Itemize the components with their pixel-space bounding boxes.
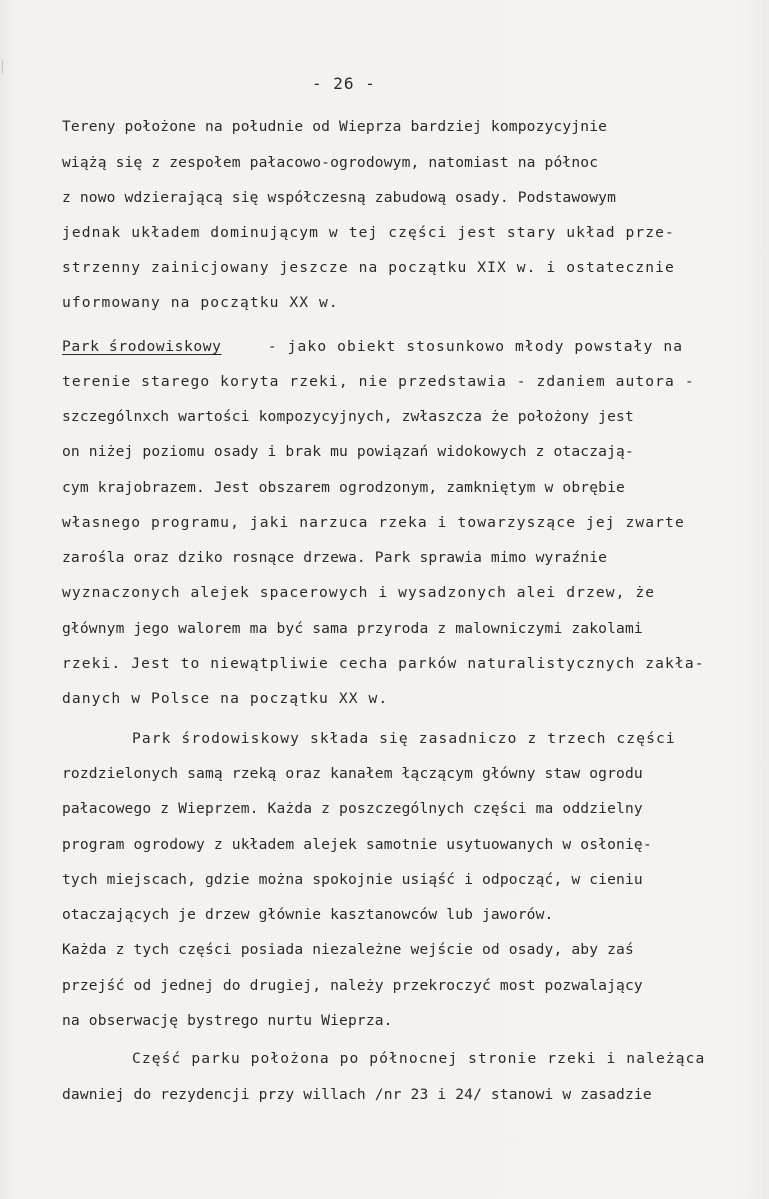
text-line: jednak układem dominującym w tej części jest stary układ prze- (62, 224, 675, 241)
text-line: Park środowiskowy składa się zasadniczo z trzech części (132, 730, 676, 747)
text-line: wiążą się z zespołem pałacowo-ogrodowym, natomiast na północ (62, 154, 599, 171)
text-line: otaczających je drzew głównie kasztanowców lub jaworów. (62, 906, 554, 923)
text-line: danych w Polsce na początku XX w. (62, 690, 389, 707)
text-line: szczególnxch wartości kompozycyjnych, zwłaszcza że położony jest (62, 408, 634, 425)
text-line: rzeki. Jest to niewątpliwie cecha parków naturalistycznych zakła- (62, 655, 705, 672)
text-line: przejść od jednej do drugiej, należy przekroczyć most pozwalający (62, 977, 643, 994)
page-number: - 26 - (312, 74, 376, 93)
text-line: Tereny położone na południe od Wieprza bardziej kompozycyjnie (62, 118, 608, 135)
text-line: tych miejscach, gdzie można spokojnie usiąść i odpocząć, w cieniu (62, 871, 643, 888)
text-line: na obserwację bystrego nurtu Wieprza. (62, 1012, 393, 1029)
text-line: cym krajobrazem. Jest obszarem ogrodzonym, zamkniętym w obrębie (62, 479, 625, 496)
text-line: zarośla oraz dziko rosnące drzewa. Park sprawia mimo wyraźnie (62, 549, 608, 566)
text-line: program ogrodowy z układem alejek samotnie usytuowanych w osłonię- (62, 836, 652, 853)
section-heading: Park_środowiskowy (62, 338, 222, 355)
text-line: rozdzielonych samą rzeką oraz kanałem łączącym główny staw ogrodu (62, 765, 643, 782)
text-line: on niżej poziomu osady i brak mu powiązań widokowych z otaczają- (62, 443, 634, 460)
text-line: terenie starego koryta rzeki, nie przedstawia - zdaniem autora - (62, 373, 695, 390)
text-line: - jako obiekt stosunkowo młody powstały na (258, 338, 684, 355)
text-line: dawniej do rezydencji przy willach /nr 23 i 24/ stanowi w zasadzie (62, 1086, 652, 1103)
text-line: uformowany na początku XX w. (62, 294, 339, 311)
text-line: Część parku położona po północnej stronie rzeki i należąca (132, 1050, 706, 1067)
text-line: głównym jego walorem ma być sama przyroda z malowniczymi zakolami (62, 620, 643, 637)
text-line: z nowo wdzierającą się współczesną zabudową osady. Podstawowym (62, 189, 617, 206)
text-line: własnego programu, jaki narzuca rzeka i towarzyszące jej zwarte (62, 514, 685, 531)
text-line: strzenny zainicjowany jeszcze na początku XIX w. i ostatecznie (62, 259, 675, 276)
section-first-line (62, 338, 752, 356)
text-line: pałacowego z Wieprzem. Każda z poszczególnych części ma oddzielny (62, 800, 643, 817)
margin-mark (2, 60, 3, 74)
text-line: Każda z tych części posiada niezależne wejście od osady, aby zaś (62, 941, 634, 958)
text-line: wyznaczonych alejek spacerowych i wysadzonych alei drzew, że (62, 584, 656, 601)
